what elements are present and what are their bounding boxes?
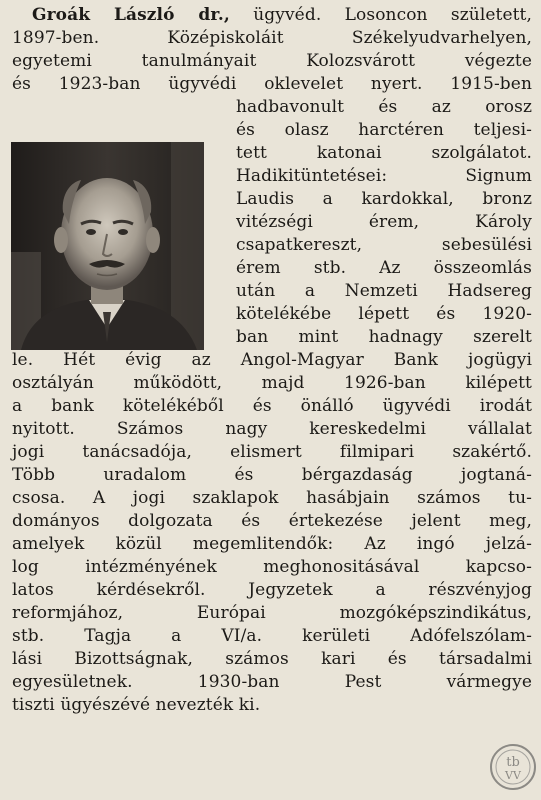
stamp-text-bottom: VV	[505, 769, 521, 782]
text-line-6: és olasz harctéren teljesi-	[236, 120, 532, 140]
text-line-25: log intézményének meghonositásával kapcso-	[12, 557, 532, 577]
library-stamp	[488, 742, 538, 792]
text-line-4: és 1923-ban ügyvédi oklevelet nyert. 1915-ben	[12, 74, 532, 94]
text-line-31: tiszti ügyészévé nevezték ki.	[12, 695, 261, 715]
portrait-photo	[11, 142, 204, 350]
text-line-1	[32, 4, 532, 26]
text-line-2: 1897-ben. Középiskoláit Székelyudvarhelyen,	[12, 28, 532, 48]
text-line-28: stb. Tagja a VI/a. kerületi Adófelszólam-	[12, 626, 532, 646]
text-line-13: után a Nemzeti Hadsereg	[236, 281, 532, 301]
text-line-18: a bank kötelékéből és önálló ügyvédi irodát	[12, 396, 532, 416]
text-line-10: vitézségi érem, Károly	[236, 212, 532, 232]
text-line-11: csapatkereszt, sebesülési	[236, 235, 532, 255]
text-line-17: osztályán működött, majd 1926-ban kilépett	[12, 373, 532, 393]
text-line-19: nyitott. Számos nagy kereskedelmi vállalat	[12, 419, 532, 439]
text-line-23: dományos dolgozata és értekezése jelent meg,	[12, 511, 532, 531]
stamp-seal	[488, 742, 538, 792]
text-line-12: érem stb. Az összeomlás	[236, 258, 532, 278]
text-line-21: Több uradalom és bérgazdaság jogtaná-	[12, 465, 532, 485]
text-line-3: egyetemi tanulmányait Kolozsvárott végezte	[12, 51, 532, 71]
text-line-5: hadbavonult és az orosz	[236, 97, 532, 117]
text-line-15: ban mint hadnagy szerelt	[236, 327, 532, 347]
text-line-14: kötelékébe lépett és 1920-	[236, 304, 532, 324]
text-line-20: jogi tanácsadója, elismert filmipari szakértő.	[12, 442, 532, 462]
text-line-22: csosa. A jogi szaklapok hasábjain számos tu-	[12, 488, 532, 508]
text-line-27: reformjához, Európai mozgóképszindikátus,	[12, 603, 532, 623]
text-line-30: egyesületnek. 1930-ban Pest vármegye	[12, 672, 532, 692]
text-fragment: ügyvéd. Losoncon született,	[229, 5, 532, 25]
stamp-text-top: tb	[506, 755, 520, 770]
text-line-16: le. Hét évig az Angol-Magyar Bank jogügyi	[12, 350, 532, 370]
text-line-8: Hadikitüntetései: Signum	[236, 166, 532, 186]
text-line-24: amelyek közül megemlitendők: Az ingó jelzá-	[12, 534, 532, 554]
text-line-29: lási Bizottságnak, számos kari és társadalmi	[12, 649, 532, 669]
text-line-7: tett katonai szolgálatot.	[236, 143, 532, 163]
portrait-illustration	[11, 142, 204, 350]
text-line-9: Laudis a kardokkal, bronz	[236, 189, 532, 209]
person-name: Groák László dr.,	[32, 5, 230, 25]
text-line-26: latos kérdésekről. Jegyzetek a részvényjog	[12, 580, 532, 600]
